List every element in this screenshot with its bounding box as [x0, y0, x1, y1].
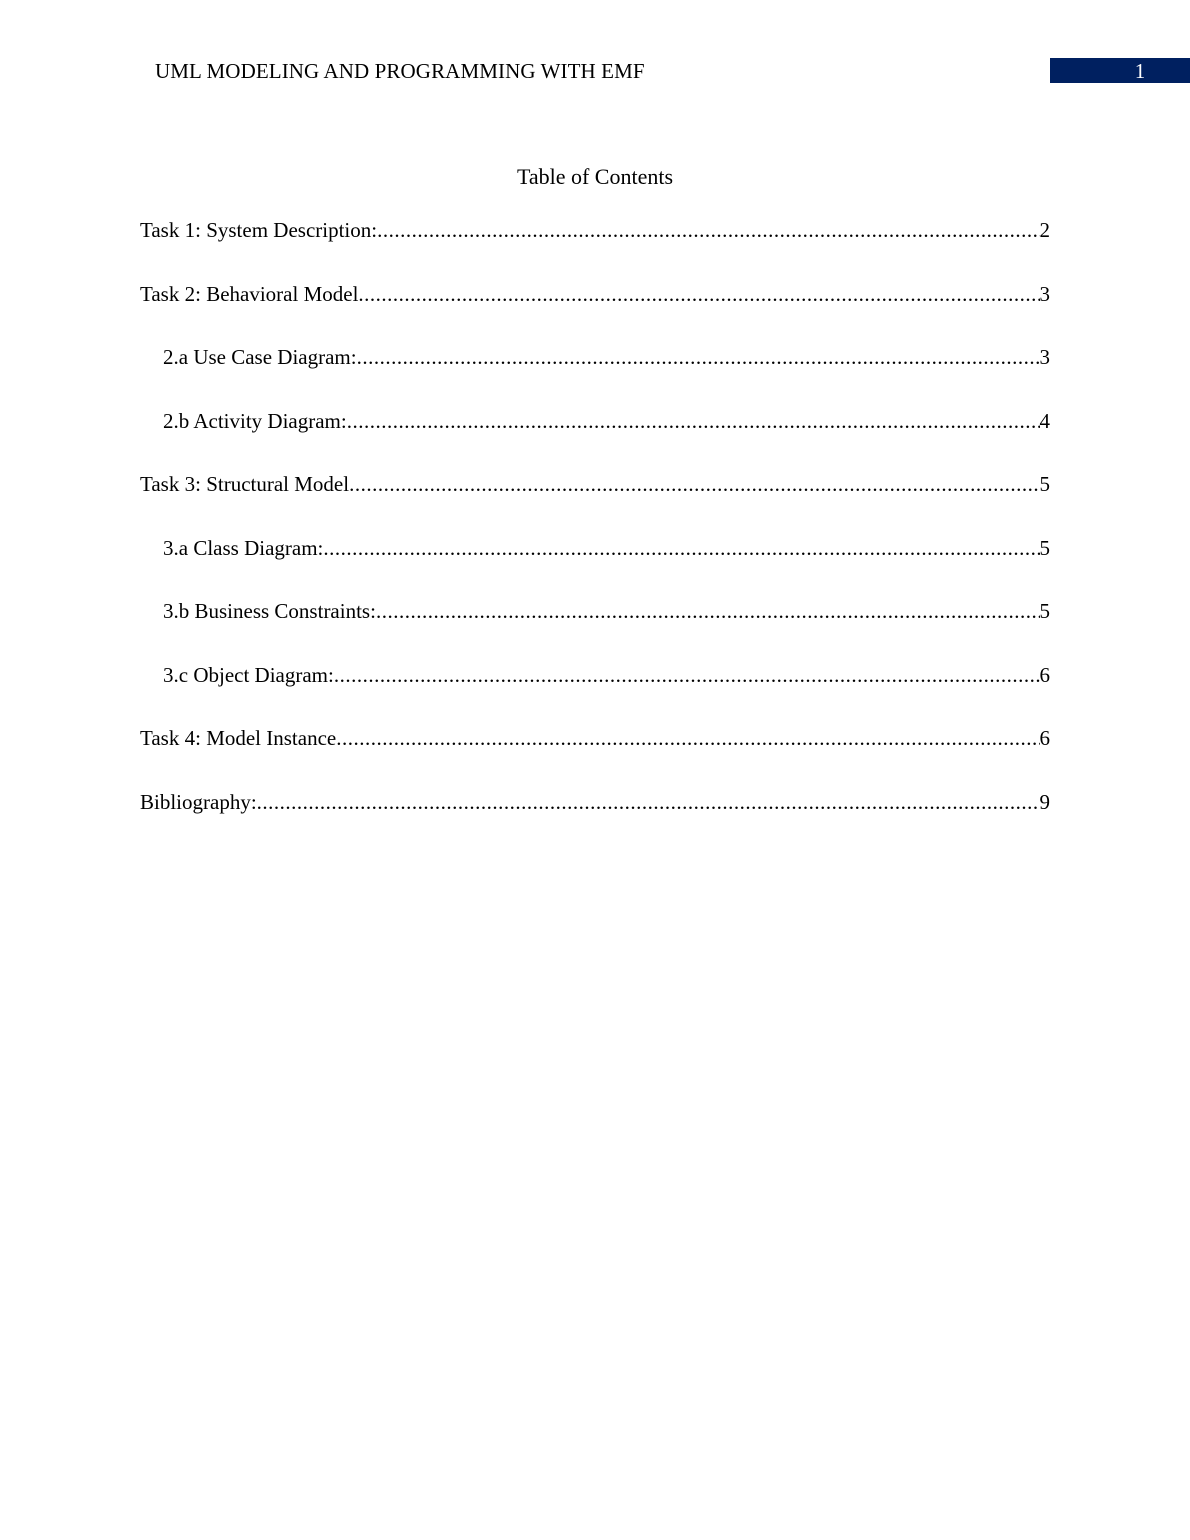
- toc-heading: Table of Contents: [516, 164, 674, 189]
- toc-entry-label: Task 2: Behavioral Model: [140, 281, 359, 306]
- toc-entry-label: 3.a Class Diagram:: [163, 535, 324, 560]
- toc-entry-page: 9: [1039, 789, 1050, 814]
- toc-dot-leader: [347, 407, 1040, 435]
- toc-entry-label: 2.b Activity Diagram:: [163, 408, 347, 433]
- toc-entry-page: 5: [1039, 599, 1050, 623]
- toc-entry-bibliography[interactable]: [140, 788, 1050, 852]
- toc-entry-label: 3.b Business Constraints:: [163, 599, 376, 623]
- toc-entry-task-4[interactable]: [140, 724, 1050, 788]
- toc-dot-leader: [349, 470, 1039, 498]
- toc-entry-label: Task 1: System Description:: [140, 218, 378, 242]
- toc-entry-label: Bibliography:: [140, 789, 257, 814]
- toc-entry-3b[interactable]: [140, 597, 1050, 661]
- toc-entry-page: 6: [1039, 662, 1050, 687]
- toc-entry-task-1[interactable]: [140, 216, 1050, 280]
- page-number: 1: [1134, 59, 1146, 83]
- toc-dot-leader: [377, 216, 1039, 244]
- toc-entry-page: 4: [1039, 408, 1050, 433]
- toc-dot-leader: [376, 597, 1040, 625]
- toc-entry-page: 5: [1039, 472, 1050, 496]
- toc-entry-label: 2.a Use Case Diagram:: [163, 345, 357, 369]
- toc-entry-page: 6: [1039, 726, 1050, 750]
- toc-entry-page: 2: [1039, 218, 1050, 242]
- toc-entry-label: Task 3: Structural Model: [140, 472, 350, 496]
- toc-entry-label: 3.c Object Diagram:: [163, 662, 334, 687]
- toc-dot-leader: [257, 788, 1040, 816]
- toc-entry-page: 3: [1039, 281, 1050, 306]
- toc-entry-label: Task 4: Model Instance: [140, 726, 337, 750]
- toc-entry-2a[interactable]: [140, 343, 1050, 407]
- toc-entry-3c[interactable]: [140, 661, 1050, 725]
- toc-entry-page: 3: [1039, 345, 1050, 369]
- table-of-contents: [140, 216, 1050, 851]
- toc-dot-leader: [334, 661, 1040, 689]
- toc-entry-task-3[interactable]: [140, 470, 1050, 534]
- toc-entry-task-2[interactable]: [140, 280, 1050, 344]
- toc-dot-leader: [323, 534, 1039, 562]
- running-header-title: UML MODELING AND PROGRAMMING WITH EMF: [155, 59, 645, 83]
- toc-entry-page: 5: [1039, 535, 1050, 560]
- toc-dot-leader: [336, 724, 1039, 752]
- toc-dot-leader: [358, 280, 1039, 308]
- page-number-box: [1050, 58, 1190, 83]
- toc-entry-2b[interactable]: [140, 407, 1050, 471]
- toc-dot-leader: [357, 343, 1040, 371]
- toc-entry-3a[interactable]: [140, 534, 1050, 598]
